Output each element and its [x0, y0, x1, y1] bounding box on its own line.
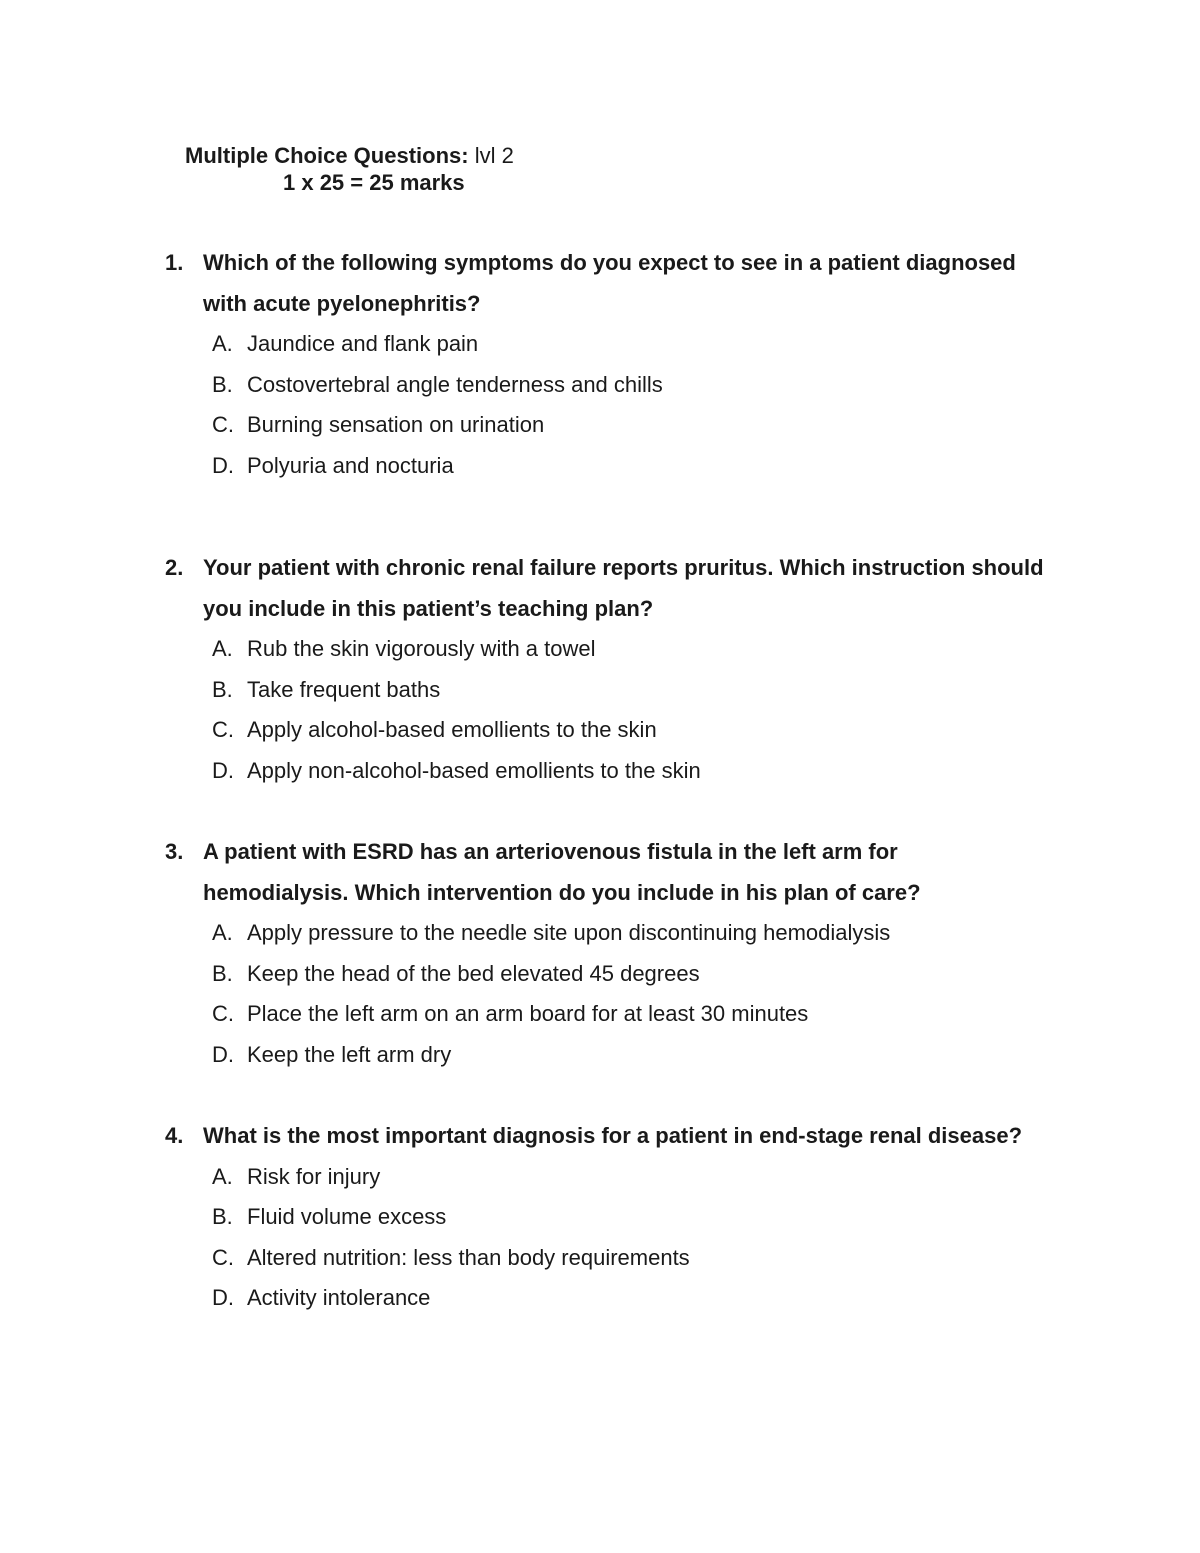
- question-stem: [165, 243, 1045, 324]
- question-text: Your patient with chronic renal failure reports pruritus. Which instruction should you include in this patient’s teaching plan?: [203, 555, 1044, 621]
- option-a: [165, 1157, 1045, 1198]
- option-text: Burning sensation on urination: [247, 412, 545, 437]
- option-c: [165, 710, 1045, 751]
- option-letter: B.: [212, 676, 233, 702]
- question-stem: [165, 1116, 1045, 1157]
- option-letter: D.: [212, 1285, 234, 1310]
- option-letter: C.: [212, 412, 234, 437]
- title-label: Multiple Choice Questions:: [185, 143, 469, 168]
- options-list: [165, 1157, 1045, 1319]
- option-letter: B.: [212, 1204, 233, 1229]
- option-letter: A.: [212, 636, 233, 661]
- option-text: Place the left arm on an arm board for at least 30 minutes: [247, 1001, 809, 1026]
- option-letter: B.: [212, 371, 233, 397]
- option-letter: C.: [212, 717, 234, 742]
- option-text: Risk for injury: [247, 1163, 381, 1189]
- option-d: [165, 1278, 1045, 1319]
- option-text: Activity intolerance: [247, 1285, 431, 1310]
- options-list: [165, 629, 1045, 791]
- question-text: What is the most important diagnosis for a patient in end-stage renal disease?: [203, 1123, 1023, 1148]
- option-text: Rub the skin vigorously with a towel: [247, 636, 596, 661]
- option-letter: D.: [212, 1041, 234, 1067]
- option-d: [165, 1035, 1045, 1076]
- option-c: [165, 994, 1045, 1035]
- option-text: Take frequent baths: [247, 676, 441, 702]
- option-text: Apply non-alcohol-based emollients to the skin: [247, 757, 701, 783]
- document-title: [185, 142, 514, 170]
- question-number: 2.: [165, 555, 184, 580]
- option-a: [165, 324, 1045, 365]
- option-text: Keep the head of the bed elevated 45 degrees: [247, 960, 700, 986]
- option-text: Apply pressure to the needle site upon discontinuing hemodialysis: [247, 920, 891, 945]
- question-text: Which of the following symptoms do you expect to see in a patient diagnosed with acute pyelonephritis?: [203, 250, 1016, 316]
- option-letter: C.: [212, 1001, 234, 1026]
- question-2: [165, 548, 1045, 791]
- option-text: Apply alcohol-based emollients to the skin: [247, 717, 657, 742]
- option-d: [165, 446, 1045, 487]
- option-letter: B.: [212, 960, 233, 986]
- option-b: [165, 954, 1045, 995]
- marks-line: 1 x 25 = 25 marks: [283, 170, 465, 195]
- question-number: 1.: [165, 250, 184, 275]
- option-letter: D.: [212, 452, 234, 478]
- question-1: [165, 243, 1045, 486]
- option-b: [165, 1197, 1045, 1238]
- question-stem: [165, 832, 1045, 913]
- option-text: Altered nutrition: less than body requirements: [247, 1244, 690, 1270]
- option-c: [165, 405, 1045, 446]
- question-4: [165, 1116, 1045, 1319]
- option-d: [165, 751, 1045, 792]
- title-level: lvl 2: [474, 143, 514, 168]
- option-a: [165, 913, 1045, 954]
- option-b: [165, 670, 1045, 711]
- options-list: [165, 913, 1045, 1075]
- option-text: Costovertebral angle tenderness and chills: [247, 371, 663, 397]
- option-letter: A.: [212, 920, 233, 945]
- question-stem: [165, 548, 1045, 629]
- option-text: Polyuria and nocturia: [247, 452, 454, 478]
- options-list: [165, 324, 1045, 486]
- option-b: [165, 365, 1045, 406]
- option-letter: A.: [212, 1163, 233, 1189]
- question-3: [165, 832, 1045, 1075]
- question-text: A patient with ESRD has an arteriovenous fistula in the left arm for hemodialysis. Which intervention do you include in his plan of care?: [203, 839, 921, 905]
- option-letter: C.: [212, 1244, 234, 1270]
- question-number: 4.: [165, 1123, 184, 1148]
- option-text: Jaundice and flank pain: [247, 331, 479, 356]
- option-text: Keep the left arm dry: [247, 1041, 452, 1067]
- question-number: 3.: [165, 839, 184, 864]
- option-text: Fluid volume excess: [247, 1204, 447, 1229]
- option-letter: D.: [212, 757, 234, 783]
- option-c: [165, 1238, 1045, 1279]
- option-a: [165, 629, 1045, 670]
- option-letter: A.: [212, 331, 233, 356]
